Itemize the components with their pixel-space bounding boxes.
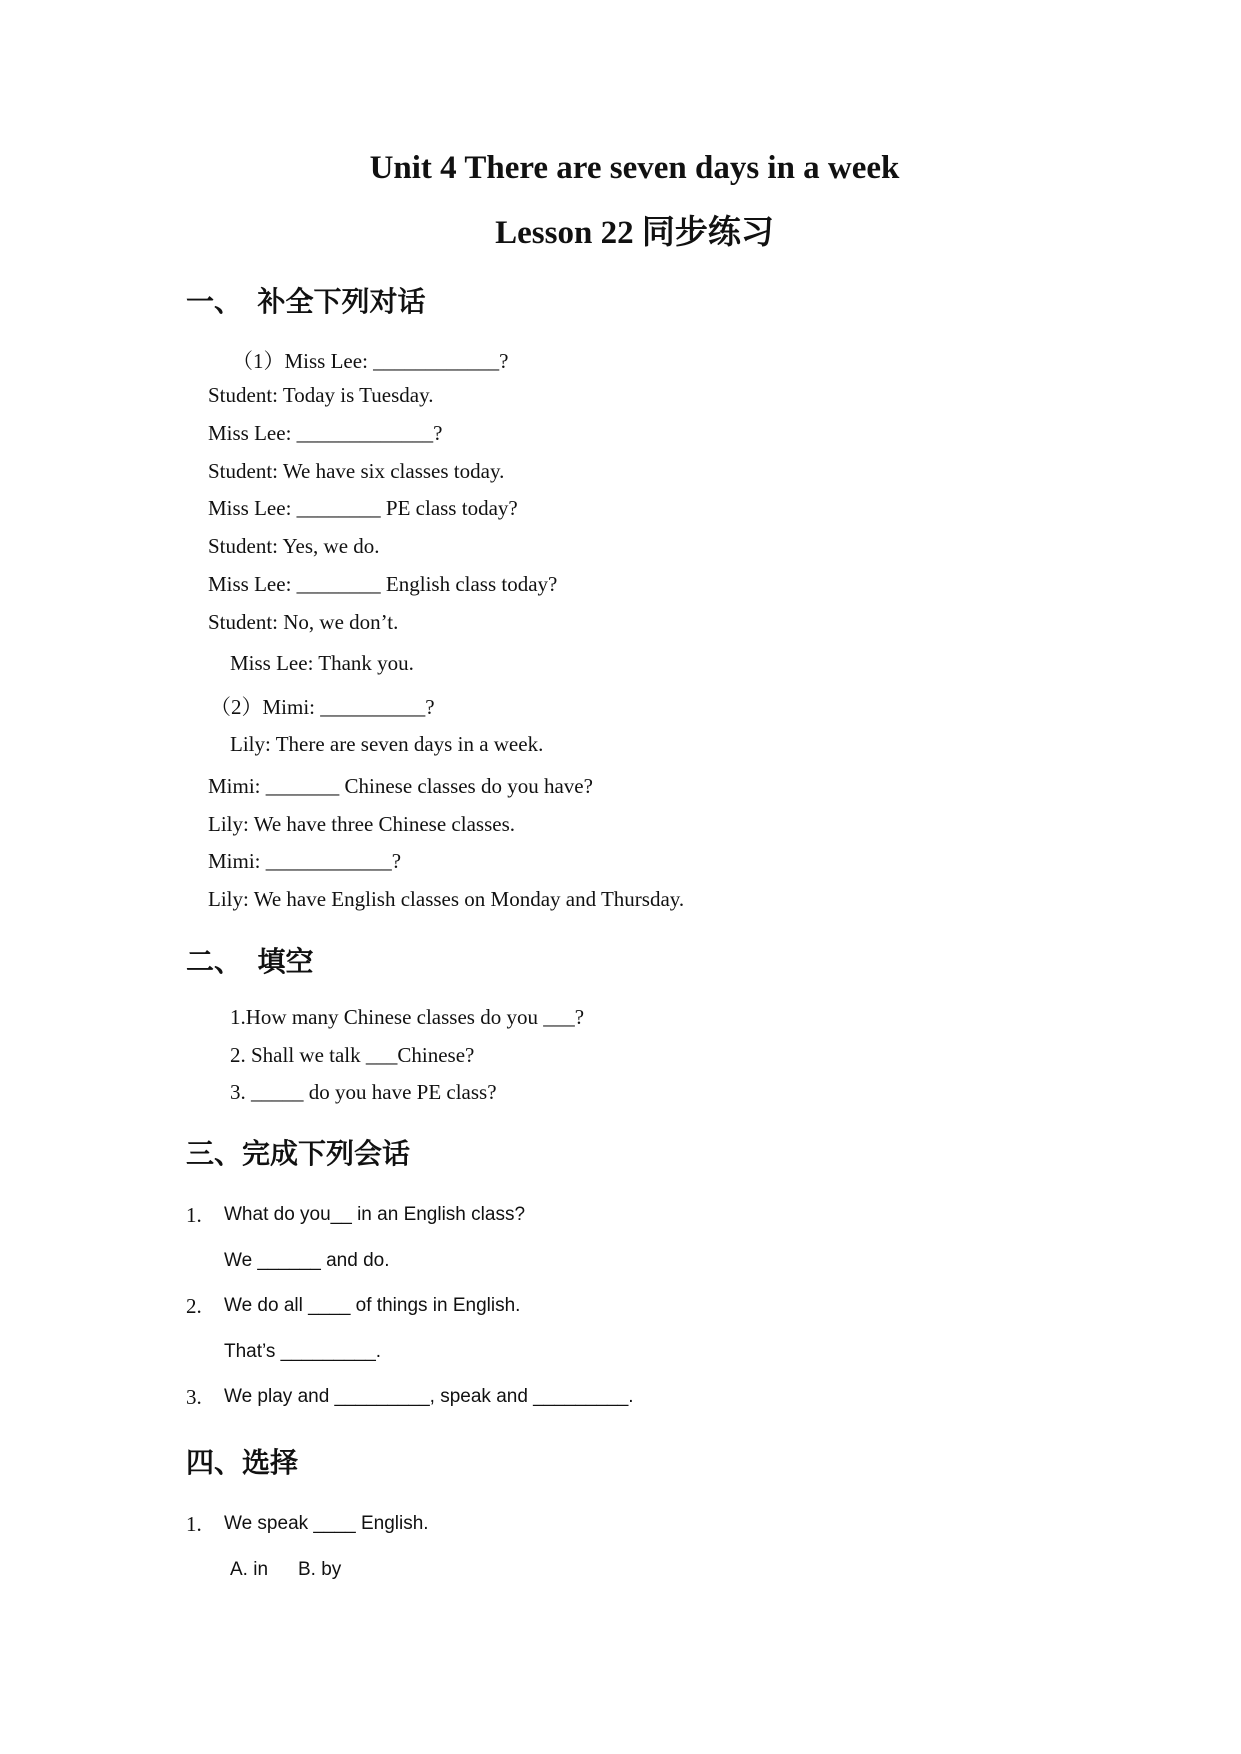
dialogue-line: Lily: There are seven days in a week. bbox=[230, 732, 544, 756]
dialogue-line: Student: Yes, we do. bbox=[208, 534, 380, 558]
item-question: We do all ____ of things in English. bbox=[224, 1295, 521, 1316]
option-a: A. in bbox=[230, 1559, 269, 1580]
item-answer: That’s _________. bbox=[224, 1341, 382, 1362]
item-number: 2. bbox=[186, 1294, 202, 1318]
dialogue-line: Miss Lee: ________ PE class today? bbox=[208, 496, 518, 520]
page-title: Unit 4 There are seven days in a week bbox=[369, 150, 900, 186]
item-question: What do you__ in an English class? bbox=[224, 1204, 526, 1225]
dialogue-line: Mimi: _______ Chinese classes do you have? bbox=[208, 774, 593, 798]
dialogue-line: Student: We have six classes today. bbox=[208, 459, 505, 483]
fill-in-item: 1.How many Chinese classes do you ___? bbox=[230, 1005, 585, 1029]
dialogue-line: Miss Lee: ________ English class today? bbox=[208, 572, 558, 596]
item-number: 1. bbox=[186, 1203, 202, 1227]
section-4-heading: 四、选择 bbox=[186, 1447, 299, 1478]
item-question: We play and _________, speak and _________. bbox=[224, 1386, 634, 1407]
item-number: 1. bbox=[186, 1512, 202, 1536]
dialogue-line: Student: No, we don’t. bbox=[208, 610, 399, 634]
item-question: We speak ____ English. bbox=[224, 1513, 429, 1534]
section-3-heading: 三、完成下列会话 bbox=[186, 1138, 411, 1169]
dialogue-line: Miss Lee: _____________? bbox=[208, 421, 443, 445]
page-subtitle: Lesson 22 同步练习 bbox=[495, 215, 774, 251]
section-2-heading: 二、 填空 bbox=[186, 946, 314, 977]
fill-in-item: 3. _____ do you have PE class? bbox=[230, 1080, 497, 1104]
dialogue-line: （1）Miss Lee: ____________? bbox=[232, 349, 509, 373]
dialogue-line: Mimi: ____________? bbox=[208, 849, 402, 873]
fill-in-item: 2. Shall we talk ___Chinese? bbox=[230, 1043, 475, 1067]
dialogue-line: Student: Today is Tuesday. bbox=[208, 383, 434, 407]
item-number: 3. bbox=[186, 1385, 202, 1409]
item-answer: We ______ and do. bbox=[224, 1250, 390, 1271]
section-1-heading: 一、 补全下列对话 bbox=[186, 286, 426, 317]
option-b: B. by bbox=[298, 1559, 342, 1580]
dialogue-line: Miss Lee: Thank you. bbox=[230, 651, 414, 675]
dialogue-line: Lily: We have English classes on Monday and Thursday. bbox=[208, 887, 685, 911]
dialogue-line: （2）Mimi: __________? bbox=[210, 695, 435, 719]
dialogue-line: Lily: We have three Chinese classes. bbox=[208, 812, 515, 836]
